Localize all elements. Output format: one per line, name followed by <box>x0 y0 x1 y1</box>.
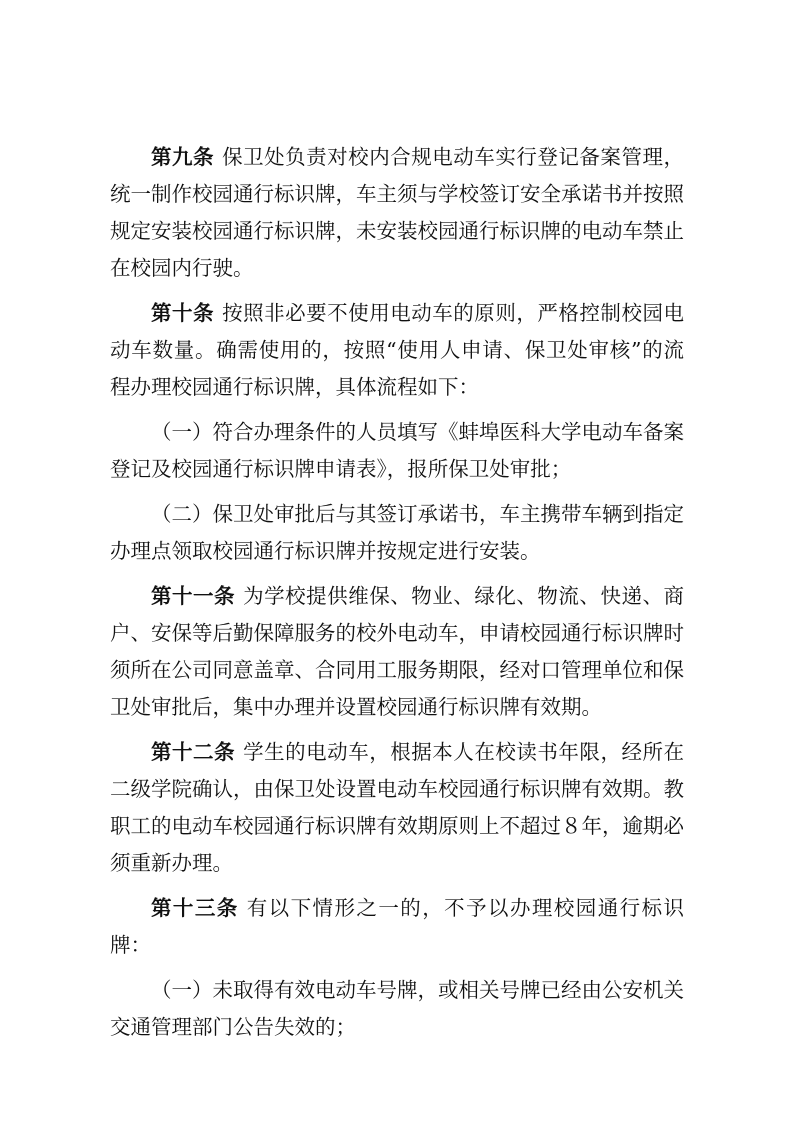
paragraph-text: 为学校提供维保、物业、绿化、物流、快递、商户、安保等后勤保障服务的校外电动车，申请校园通行标识牌时须所在公司同意盖章、合同用工服务期限，经对口管理单位和保卫处审批后，集中办理并设置校园通行标识牌有效期。 <box>110 584 685 719</box>
paragraph-text: （二）保卫处审批后与其签订承诺书，车主携带车辆到指定办理点领取校园通行标识牌并按规定进行安装。 <box>110 502 684 563</box>
article-12-paragraph <box>110 734 684 882</box>
article-13-paragraph <box>110 890 684 964</box>
article-10-item-2 <box>110 496 684 570</box>
paragraph-text: 保卫处负责对校内合规电动车实行登记备案管理，统一制作校园通行标识牌，车主须与学校签订安全承诺书并按照规定安装校园通行标识牌，未安装校园通行标识牌的电动车禁止在校园内行驶。 <box>110 145 684 280</box>
article-10-paragraph <box>110 295 684 406</box>
article-label: 第十一条 <box>151 584 236 608</box>
paragraph-text: （一）符合办理条件的人员填写《蚌埠医科大学电动车备案登记及校园通行标识牌申请表》，报所保卫处审批； <box>110 420 684 481</box>
paragraph-text: （一）未取得有效电动车号牌，或相关号牌已经由公安机关交通管理部门公告失效的； <box>110 978 684 1039</box>
article-label: 第十条 <box>151 301 215 325</box>
article-label: 第九条 <box>151 145 215 169</box>
article-label: 第十三条 <box>151 896 239 920</box>
article-11-paragraph <box>110 578 684 726</box>
article-13-item-1 <box>110 972 684 1046</box>
paragraph-text: 按照非必要不使用电动车的原则，严格控制校园电动车数量。确需使用的，按照“使用人申请、保卫处审核”的流程办理校园通行标识牌，具体流程如下： <box>110 301 684 399</box>
article-10-item-1 <box>110 414 684 488</box>
paragraph-text: 学生的电动车，根据本人在校读书年限，经所在二级学院确认，由保卫处设置电动车校园通行标识牌有效期。教职工的电动车校园通行标识牌有效期原则上不超过８年，逾期必须重新办理。 <box>110 740 685 875</box>
article-9-paragraph <box>110 139 684 287</box>
paragraph-text: 有以下情形之一的，不予以办理校园通行标识牌： <box>110 896 685 957</box>
article-label: 第十二条 <box>151 740 236 764</box>
